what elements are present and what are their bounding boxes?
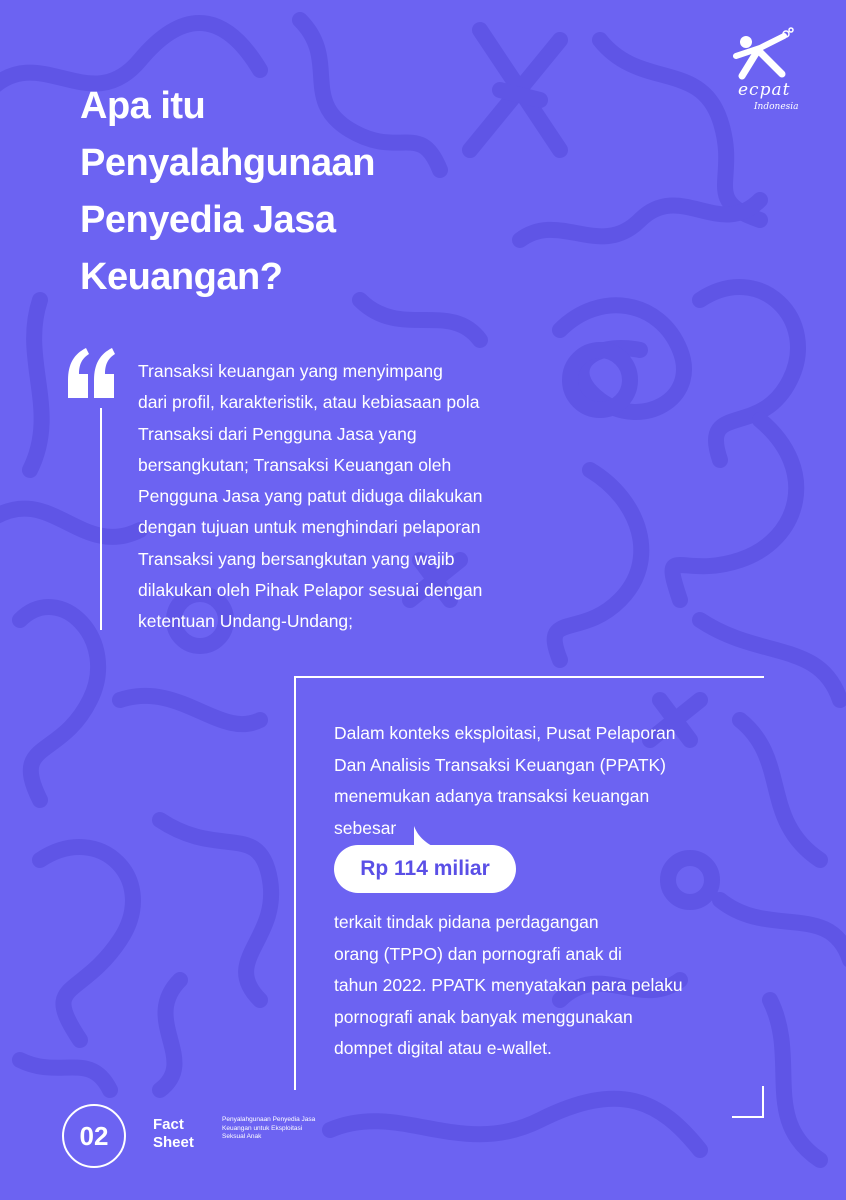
title-line: Apa itu	[80, 85, 206, 127]
info-line: menemukan adanya transaksi keuangan	[334, 786, 650, 806]
amount-badge: Rp 114 miliar	[334, 845, 516, 893]
quote-mark-icon	[64, 342, 118, 402]
info-line: Dan Analisis Transaksi Keuangan (PPATK)	[334, 754, 667, 775]
fact-sheet-line: Sheet	[153, 1134, 194, 1151]
info-line: orang (TPPO) dan pornografi anak di	[334, 943, 622, 964]
quote-line-text: Transaksi dari Pengguna Jasa yang	[138, 423, 417, 444]
title-line: Keuangan?	[80, 256, 283, 298]
fact-sheet-line: Fact	[153, 1116, 184, 1133]
info-line: tahun 2022. PPATK menyatakan para pelaku	[334, 975, 683, 995]
corner-bracket-icon	[732, 1086, 764, 1118]
info-line: sebesar	[334, 817, 397, 838]
info-paragraph-after	[334, 907, 754, 1065]
title-line: Penyalahgunaan	[80, 142, 375, 184]
page-number-badge: 02	[62, 1104, 126, 1168]
info-line: terkait tindak pidana perdagangan	[334, 912, 599, 932]
logo-wordmark: ecpat	[738, 80, 791, 100]
quote-line-text: bersangkutan; Transaksi Keuangan oleh	[138, 454, 452, 475]
quote-line-text: ketentuan Undang-Undang;	[138, 611, 354, 632]
title-line: Penyedia Jasa	[80, 199, 336, 241]
quote-line-text: dilakukan oleh Pihak Pelapor sesuai dengan	[138, 580, 483, 601]
info-frame-top	[294, 676, 764, 678]
fact-sheet-description: Penyalahgunaan Penyedia Jasa Keuangan untuk Eksploitasi Seksual Anak	[222, 1116, 316, 1140]
quote-line-text: Transaksi keuangan yang menyimpang	[138, 361, 443, 381]
ecpat-logo-icon	[728, 26, 798, 86]
quote-definition	[138, 356, 558, 638]
ecpat-logo	[728, 26, 798, 122]
logo-subtitle: Indonesia	[754, 102, 799, 112]
quote-line-text: dari profil, karakteristik, atau kebiasaan pola	[138, 392, 480, 413]
page-title	[80, 78, 540, 306]
info-line: Dalam konteks eksploitasi, Pusat Pelaporan	[334, 723, 676, 743]
info-frame-left	[294, 676, 296, 1090]
fact-sheet-label	[153, 1116, 194, 1152]
quote-divider	[100, 408, 102, 630]
info-paragraph-before	[334, 718, 754, 844]
info-line: pornografi anak banyak menggunakan	[334, 1006, 633, 1027]
quote-line-text: Pengguna Jasa yang patut diduga dilakukan	[138, 486, 483, 507]
quote-line-text: dengan tujuan untuk menghindari pelaporan	[138, 517, 481, 538]
quote-line-text: Transaksi yang bersangkutan yang wajib	[138, 548, 455, 569]
info-line: dompet digital atau e-wallet.	[334, 1038, 552, 1058]
